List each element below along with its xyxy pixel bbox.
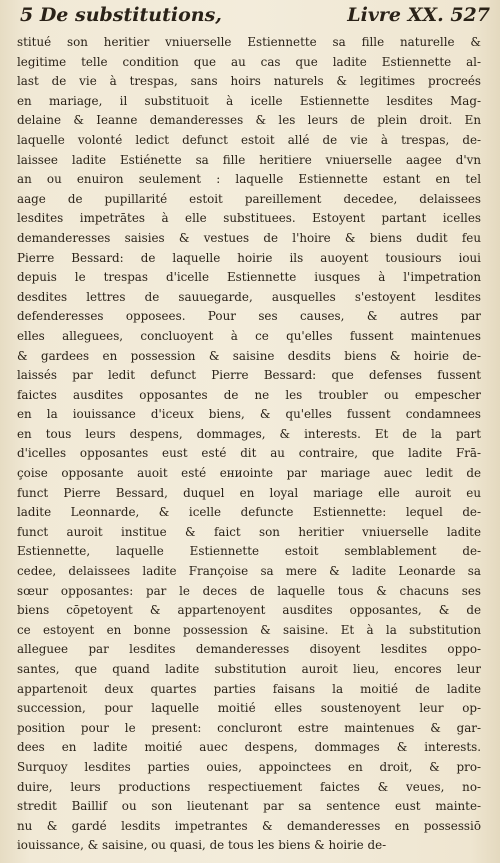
text-line: dees en ladite moitié auec despens, dommages & interests. [17, 740, 481, 755]
text-line: desdites lettres de sauuegarde, ausquelles s'estoyent lesdites [17, 289, 481, 304]
text-line: aage de pupillarité estoit pareillement decedee, delaissees [17, 191, 481, 206]
text-line: laissee ladite Estiénette sa fille heritiere vniuerselle aagee d'vn [17, 152, 481, 167]
text-line: defenderesses opposees. Pour ses causes, & autres par [17, 309, 481, 324]
text-line: legitime telle condition que au cas que ladite Estiennette al- [17, 54, 481, 69]
text-line: elles alleguees, concluoyent à ce qu'elles fussent maintenues [17, 328, 481, 343]
text-line: cedee, delaissees ladite Françoise sa mere & ladite Leonarde sa [17, 564, 481, 579]
text-line: appartenoit deux quartes parties faisans la moitié de ladite [17, 681, 481, 696]
text-line: position pour le present: concluront estre maintenues & gar- [17, 720, 481, 735]
text-line: alleguee par lesdites demanderesses disoyent lesdites oppo- [17, 642, 481, 657]
text-line: delaine & Ieanne demanderesses & les leurs de plein droit. En [17, 113, 481, 128]
text-line: funct Pierre Bessard, duquel en loyal mariage elle auroit eu [17, 485, 481, 500]
header-left: 5 De substitutions, [20, 4, 222, 26]
text-line: depuis le trespas d'icelle Estiennette iusques à l'impetration [17, 270, 481, 285]
text-line: Pierre Bessard: de laquelle hoirie ils auoyent tousiours ioui [17, 250, 481, 265]
text-line: d'icelles opposantes eust esté dit au contraire, que ladite Frā- [17, 446, 481, 461]
text-line: demanderesses saisies & vestues de l'hoire & biens dudit feu [17, 230, 481, 245]
header-right: Livre XX. 527 [347, 4, 490, 26]
text-line: çoise opposante auoit esté ениointe par mariage auec ledit de [17, 466, 481, 481]
text-line: Estiennette, laquelle Estiennette estoit semblablement de- [17, 544, 481, 559]
text-line: iouissance, & saisine, ou quasi, de tous les biens & hoirie de- [17, 838, 387, 853]
text-line: stitué son heritier vniuerselle Estiennette sa fille naturelle & [17, 35, 481, 49]
text-line: lesdites impetrātes à elle substituees. Estoyent partant icelles [17, 211, 481, 226]
text-line: last de vie à trespas, sans hoirs naturels & legitimes procreés [17, 74, 481, 89]
text-line: ce estoyent en bonne possession & saisine. Et à la substitution [17, 622, 481, 637]
text-line: laquelle volonté ledict defunct estoit allé de vie à trespas, de- [17, 132, 481, 147]
text-line: stredit Baillif ou son lieutenant par sa sentence eust mainte- [17, 799, 481, 814]
text-line: sœur opposantes: par le deces de laquelle tous & chacuns ses [17, 583, 481, 598]
text-line: Surquoy lesdites parties ouies, appoinctees en droit, & pro- [17, 759, 481, 774]
text-line: an ou enuiron seulement : laquelle Estiennette estant en tel [17, 172, 481, 187]
text-line: biens cōpetoyent & appartenoyent ausdites opposantes, & de [17, 603, 481, 618]
body-text [17, 33, 481, 856]
text-line: en la iouissance d'iceux biens, & qu'elles fussent condamnees [17, 407, 481, 422]
text-line: faictes ausdites opposantes de ne les troubler ou empescher [17, 387, 481, 402]
text-line: & gardees en possession & saisine desdits biens & hoirie de- [17, 348, 481, 363]
text-line: ladite Leonnarde, & icelle defuncte Estiennette: lequel de- [17, 505, 481, 520]
text-line: succession, pour laquelle moitié elles soustenoyent leur op- [17, 701, 481, 716]
text-line: santes, que quand ladite substitution auroit lieu, encores leur [17, 662, 481, 676]
text-line: en mariage, il substituoit à icelle Estiennette lesdites Mag- [17, 93, 481, 108]
text-line: nu & gardé lesdits impetrantes & demanderesses en possessiō [17, 818, 481, 833]
text-line: laissés par ledit defunct Pierre Bessard: que defenses fussent [17, 368, 481, 383]
text-line: duire, leurs productions respectiuement faictes & veues, no- [17, 779, 481, 794]
text-line: en tous leurs despens, dommages, & interests. Et de la part [17, 426, 481, 441]
text-line: funct auroit institue & faict son heritier vniuerselle ladite [17, 524, 481, 539]
running-header [20, 2, 492, 32]
